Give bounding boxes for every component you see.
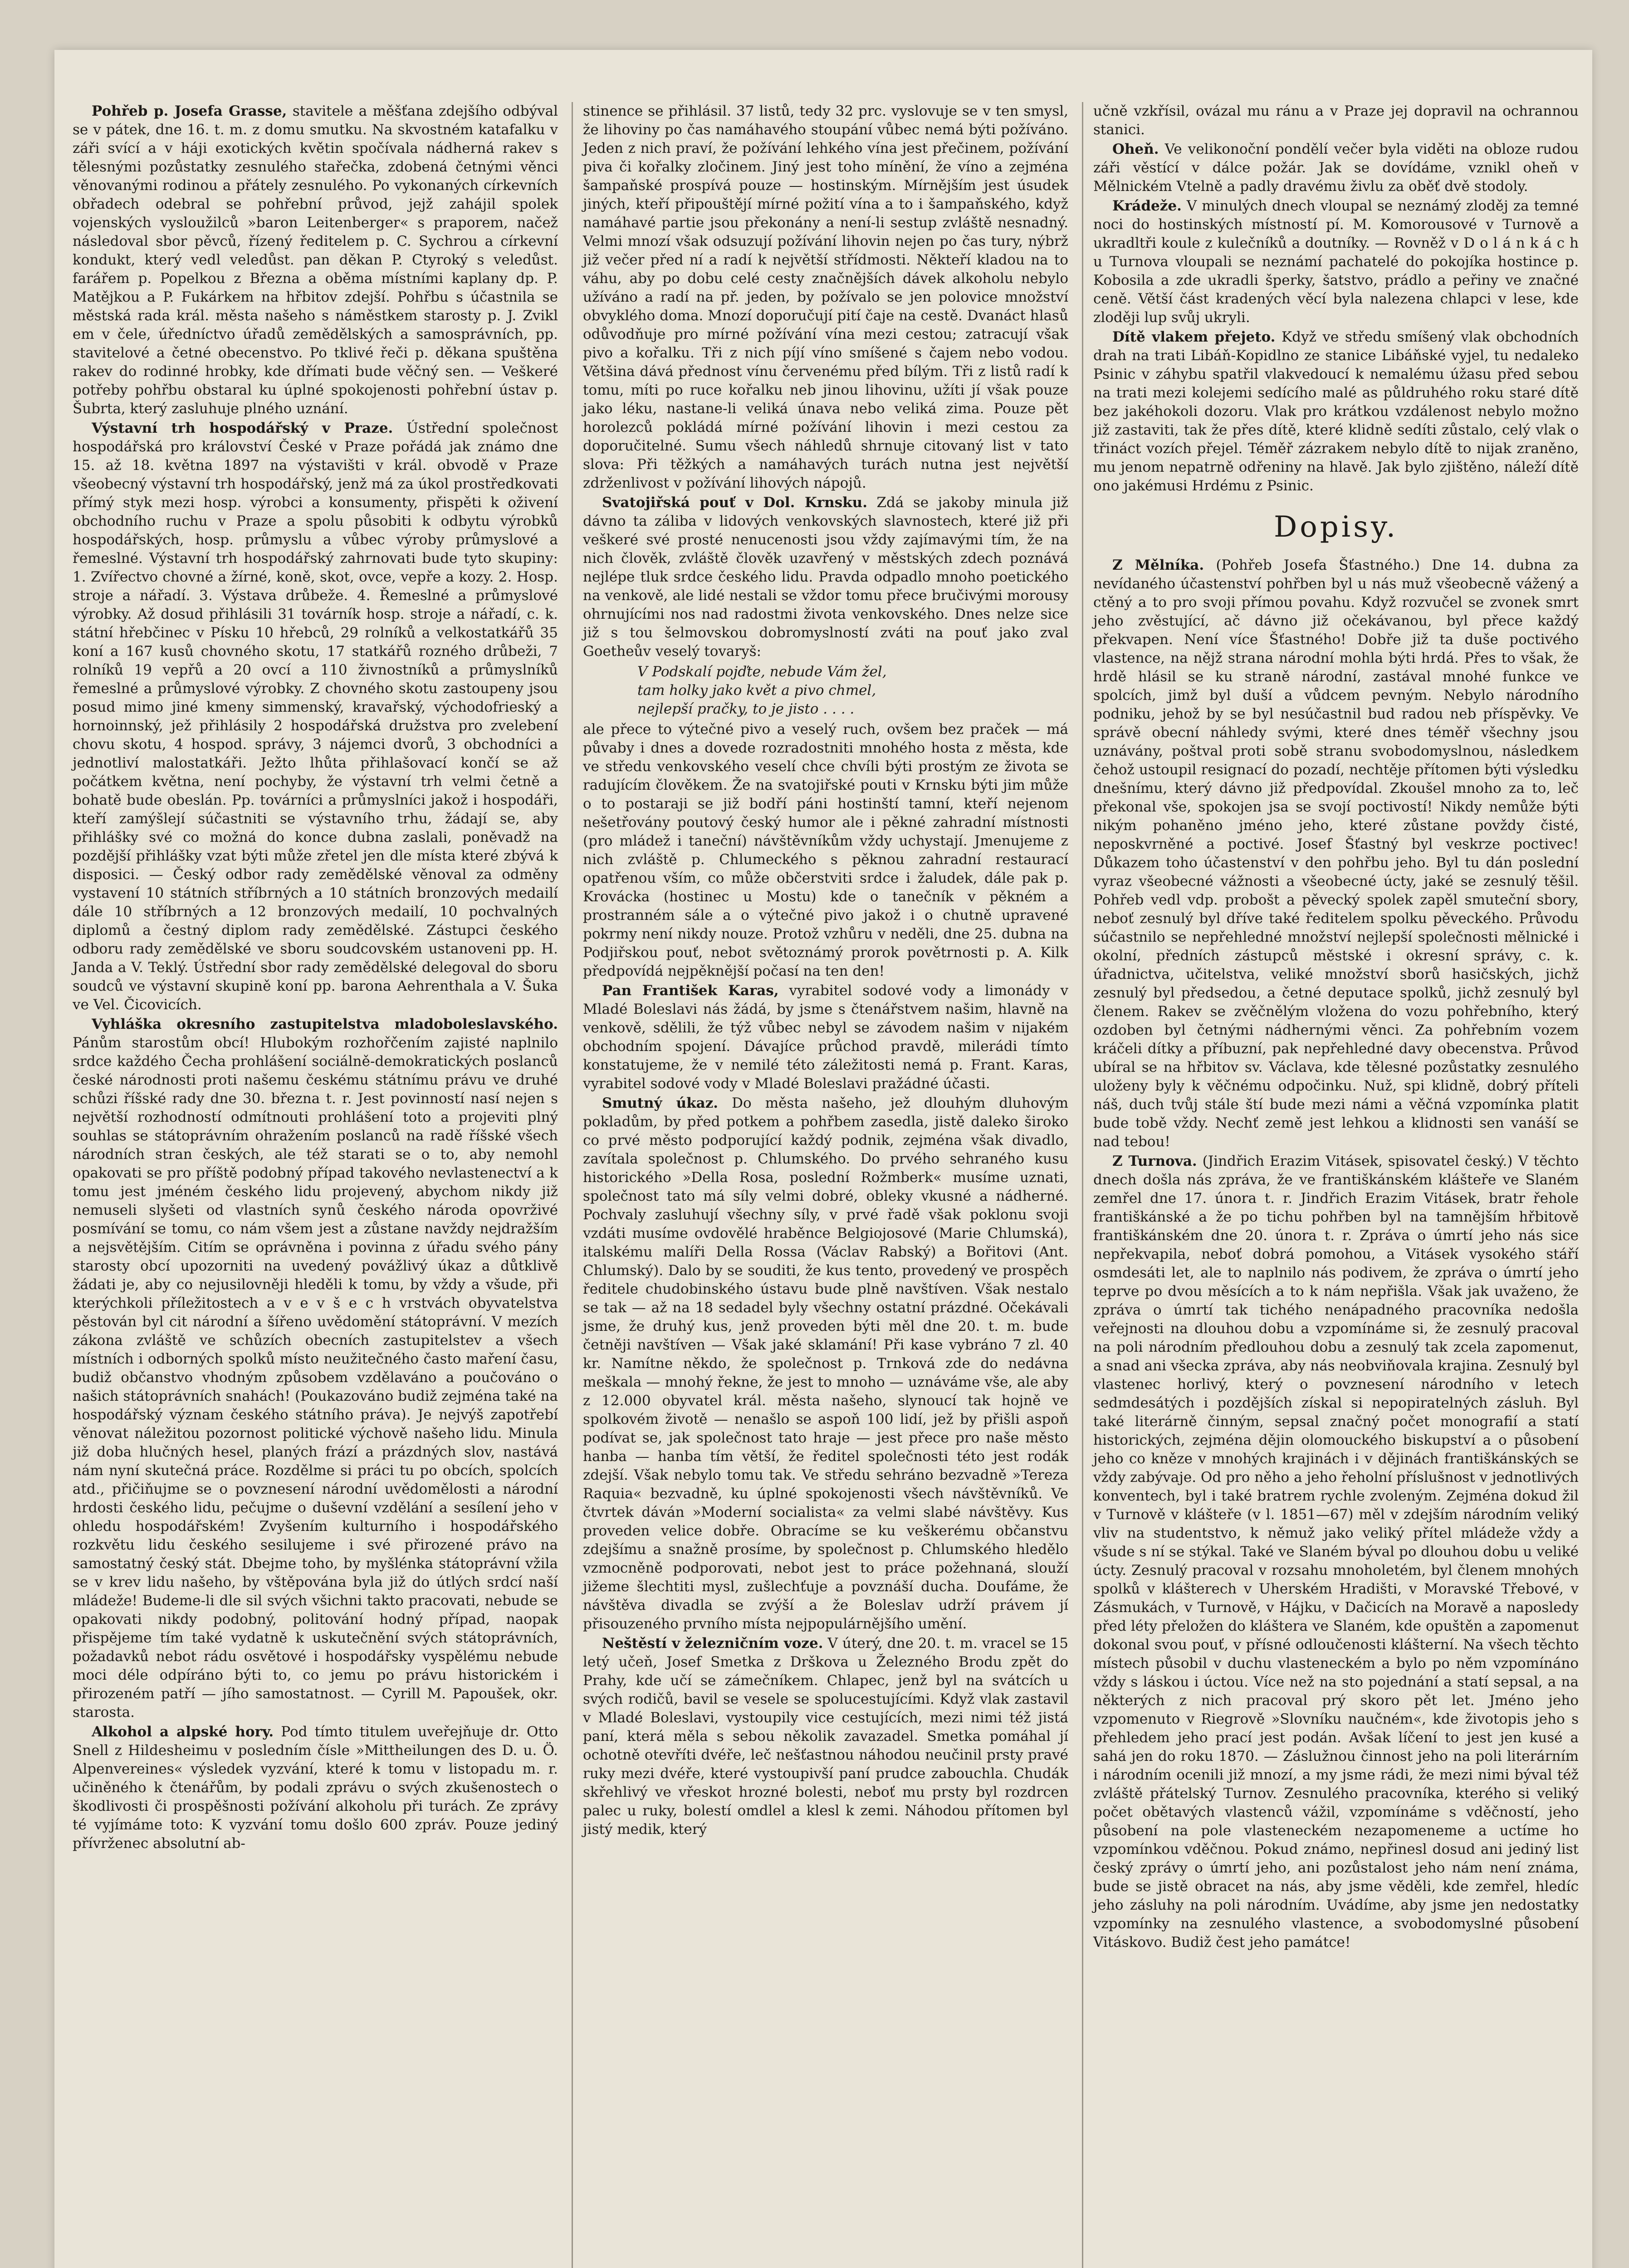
section-heading: Dopisy. [1273, 510, 1399, 544]
column-divider [572, 102, 573, 2268]
article-title: Z Mělníka. [1112, 557, 1204, 573]
article-title: Pan František Karas, [602, 982, 779, 999]
verse-line: tam holky jako květ a pivo chmel, [637, 682, 876, 699]
article-pohreb-grasse [73, 102, 558, 418]
article-title: Pohřeb p. Josefa Grasse, [92, 103, 287, 119]
article-karas [583, 982, 1068, 1093]
article-body: ale přece to výtečné pivo a veselý ruch, ovšem bez praček — má půvaby i dnes a dovede rozradostniti mnohého hosta z města, kde ve středu venkovského veselí chce chvíli býti prostým ze života se radujícím člověkem. Že na svatojiřské pouti v Krnsku býti jim může o to postaraji se již bodří páni hostinští tamní, kteří nejenom nešetřovány poutový český humor ale i pěkné zahradní místnosti (pro mládež i taneční) návštěvníkům vždy uchystají. Jmenujeme z nich zvláště p. Chlumeckého s pěknou zahradní restaurací opatřenou vším, co může občerstviti srdce i žaludek, dále pak p. Krovácka (hostinec u Mostu) kde o tanečník v pěkném a prostranném sále a o výtečné pivo jakož i o chutně upravené pokrmy není nikdy nouze. Protož vzhůru v neděli, dne 25. dubna na Podjiřskou pouť, nebot světoznámý prorok povětrnosti p. A. Kilk předpovídá nejpěknější počasí na ten den! [583, 721, 1068, 979]
column-1 [73, 102, 558, 1854]
article-body: Když ve středu smíšený vlak obchodních drah na trati Libáň-Kopidlno ze stanice Libáňské vyjel, tu nedaleko Psinic v záhybu spatřil vlakvedoucí k nemalému úžasu před sebou na trati mezi kolejemi sedícího malé as půldruhého roku staré dítě bez jakéhokoli dozoru. Vlak pro krátkou vzdálenost nebylo možno již zastaviti, tak že přes dítě, které klidně sedíti zůstalo, celý vlak o třináct vozích přejel. Téměř zázrakem nebylo dítě to nijak zraněno, mu jenom nepatrně odřeniny na hlavě. Jak bylo zjištěno, náleží dítě ono jakémusi Hrdému z Psinic. [1093, 329, 1579, 494]
article-body: Pod tímto titulem uveřejňuje dr. Otto Snell z Hildesheimu v posledním čísle »Mittheilungen des D. u. Ö. Alpenvereines« výsledek vyzvání, které k tomu v listopadu m. r. učiněného k čtenářům, by podali zprávu o svých zkušenostech o škodlivosti či prospěšnosti požívání alkoholu při turách. Ze zprávy té vyjímáme toto: K vyzvání tomu došlo 600 zpráv. Pouze jediný přívrženec absolutní ab- [73, 1724, 558, 1852]
article-title: Vyhláška okresního zastupitelstva mladoboleslavského. [92, 1016, 558, 1032]
article-title: Výstavní trh hospodářský v Praze. [92, 420, 393, 436]
column-2 [583, 102, 1068, 1840]
article-title: Neštěstí v železničním voze. [602, 1635, 823, 1652]
article-alkohol [73, 1723, 558, 1853]
verse-line: nejlepší pračky, to je jisto . . . . [637, 701, 855, 717]
verse-line: V Podskalí pojďte, nebude Vám žel, [637, 664, 887, 680]
article-title: Smutný úkaz. [602, 1095, 719, 1111]
article-title: Alkohol a alpské hory. [92, 1724, 274, 1740]
article-body: Ve velikonoční pondělí večer byla viděti na obloze rudou záři věstící v dálce požár. Jak se dovídáme, vznikl oheň v Mělnickém Vtelně a padly dravému živlu za oběť dvě stodoly. [1093, 141, 1579, 195]
letter-melnik [1093, 556, 1579, 1151]
article-body: Zdá se jakoby minula již dávno ta záliba v lidových venkovských slavnostech, které již při veškeré své prosté nenucenosti jsou vždy zajímavými tím, že na nich člověk, zvláště člověk uzavřený v městských zdech poznává nejlépe tluk srdce českého lidu. Pravda odpadlo mnoho poetického na venkově, ale lidé nestali se vždor tomu přece bručivými morousy ohrnujícími nos nad radostmi života venkovského. Dnes nelze sice již s tou šelmovskou dobromyslností zváti na pouť jako zval Goetheův veselý tovaryš: [583, 494, 1068, 660]
article-nestesti-continued: učně vzkřísil, ovázal mu ránu a v Praze jej dopravil na ochrannou stanici. [1093, 103, 1579, 138]
article-body: vyrabitel sodové vody a limonády v Mladé Boleslavi nás žádá, by jsme s čtenářstvem našim, hlavně na venkově, sdělili, že týž vůbec nebyl se závodem našim v nijakém obchodním spojení. Dávajíce průchod pravdě, milerádi tímto konstatujeme, že v nemilé této záležitosti nemá p. Frant. Karas, vyrabitel sodové vody v Mladé Boleslavi pražádné účasti. [583, 982, 1068, 1092]
article-body: V minulých dnech vloupal se neznámý zloděj za temné noci do hostinských místností pí. M. Komorousové v Turnově a ukradltři koule z kulečníků a doutníky. — Rovněž v D o l á n k á c h u Turnova vloupali se neznámí pachatelé do pokojíka hostince p. Kobosila a zde ukradli šperky, šatstvo, prádlo a peřiny ve značné ceně. Větší část kradených věcí byla nalezena chlapci v lese, kde zloději lup svůj ukryli. [1093, 198, 1579, 326]
article-body: stavitele a měšťana zdejšího odbýval se v pátek, dne 16. t. m. z domu smutku. Na skvostném katafalku v záři svící a v háji exotických květin spočívala nádherná rakev s tělesnými pozůstatky zesnulého stařečka, zdobená četnými věnci věnovanými rodinou a přátely zesnulého. Po vykonaných církevních obřadech odebral se pohřební průvod, jejž zahájil spolek vojenských vysloužilců »baron Leitenberger« s praporem, načež následoval sbor pěvců, řízený ředitelem p. C. Sychrou a církevní kondukt, který vedl veledůst. pan děkan P. Ctyroký s veledůst. farářem p. Popelkou z Března a oběma místními kaplany dp. P. Matějkou a P. Fukárkem na hřbitov zdejší. Pohřbu s účastnila se městská rada král. města našeho s náměstkem starosty p. J. Zvikl em v čele, úředníctvo úřadů zemědělských a samosprávních, pp. stavitelové a četné obecenstvo. Po tklivé řeči p. děkana spuštěna rakev do rodinné hrobky, kde dřímati bude věčný sen. — Veškeré potřeby pohřbu obstaral ku úplné spokojenosti pohřební ústav p. Šubrta, který zasluhuje plného uznání. [73, 103, 558, 417]
article-ohen [1093, 140, 1579, 196]
article-body: Do města našeho, jež dlouhým dluhovým pokladům, by před potkem a pohřbem zasedla, jistě daleko široko co prvé město podporující každý podnik, zejména však divadlo, zavítala společnost p. Chlumského. Do prvého sehraného kusu historického »Della Rosa, poslední Rožmberk« musíme uznati, společnost tato má síly velmi dobré, obleky vkusné a nádherné. Pochvaly zasluhují všechny síly, v prvé řadě však poklonu svoji vzdáti musíme ovdovělé hraběnce Belgiojosové (Marie Chlumská), italskému malíři Della Rossa (Václav Rabský) a Bořitovi (Ant. Chlumský). Dalo by se souditi, že kus tento, provedený ve prospěch ředitele chudobinského ústavu bude plně navštíven. Však nestalo se tak — až na 18 sedadel byly všechny ostatní prázdné. Očekávali jsme, že druhý kus, jenž proveden býti měl dne 20. t. m. bude četněji navštíven — Však jaké sklamání! Při kase vybráno 7 zl. 40 kr. Namítne někdo, že společnost p. Trnková zde do nedávna meškala — mnohý řekne, že jest to mnoho — uznáváme vše, ale aby z 12.000 obyvatel král. města našeho, slynoucí tak hojně ve spolkovém životě — nenašlo se aspoň 100 lidí, jež by přišli aspoň podívat se, jak společnost tato hraje — jest přece pro naše město hanba — hanba tím větší, že ředitel společnosti této jest rodák zdejší. Však nebylo tomu tak. Ve středu sehráno bezvadně »Tereza Raquia« bezvadně, ku úplné spokojenosti všech návštěvníků. Ve čtvrtek dáván »Moderní socialista« za velmi slabé návštěvy. Kus proveden velice dobře. Obracíme se ku veškerému občanstvu zdejšímu a snažně prosíme, by společnost p. Chlumského hledělo vzmocněně podporovati, nebot jest to práce požehnaná, slouží jižeme šlechtiti mysl, zušlechťuje a povznáší ducha. Doufáme, že návštěva divadla se zvýší a že Boleslav udrží právem jí přisouzeného prvního místa nejpopulárnějšího umění. [583, 1095, 1069, 1632]
article-body: V těchto dnech došla nás zpráva, že ve františkánském klášteře ve Slaném zemřel dne 17. února t. r. Jindřich Erazim Vitásek, bratr řehole františkánské a že po tichu pohřben byl na tamnějším hřbitově františkánském dne 20. února t. r. Zpráva o úmrtí jeho nás sice nepřekvapila, neboť dobrá pomohou, a Vitásek vysokého stáří osmdesáti let, ale to naplnilo nás podivem, že zpráva o úmrtí jeho teprve po dvou měsících a to k nám nepřišla. Však jak uvaženo, že zpráva o úmrtí tak tichého nenápadného pracovníka nedošla veřejnosti na dlouhou dobu a vzpomínáme si, že zesnulý pracoval na poli národním předlouhou dobu a zesnulý tak zcela zapomenut, a snad ani všecka zpráva, aby nás neobviňovala krajina. Zesnulý byl vlastenec horlivý, který o povznesení národního v letech sedmdesátých i pozdějších získal si nepopiratelných zásluh. Byl také literárně činným, sepsal značný počet monografií a statí historických, zejména dějin olomouckého biskupství a o působení jeho co kněze v mnohých krajinách i v dějinách františkánských se vždy zabývaje. Od pro něho a jeho řeholní příslušnost v jednotlivých konventech, byl i také bratrem rychle zvoleným. Zejména dokud žil v Turnově v klášteře (v l. 1851—67) měl v zdejším národním veliký vliv na studentstvo, k němuž jako veliký přítel mládeže vždy a všude s ní se stýkal. Také ve Slaném býval po dlouhou dobu u veliké úcty. Zesnulý pracoval v rozsahu mnoholetém, byl členem mnohých spolků v klášterech v Uherském Hradišti, v Moravské Třebové, v Zásmukách, v Turnově, v Hájku, v Dačicích na Moravě a naposledy před léty přeložen do kláštera ve Slaném, kde opuštěn a zapomenut dokonal svou pouť, v přísné odloučenosti klášterní. Na všech těchto místech působil v duchu vlasteneckém a bylo po něm vzpomínáno vždy s láskou i úctou. Více než na sto pojednání a statí sepsal, a na některých z nich pracoval prý skoro pět let. Jméno jeho vzpomenuto v Riegrově »Slovníku naučném«, kde životopis jeho s přehledem jeho prací jest podán. Avšak líčení to jest jen kusé a sahá jen do roku 1870. — Záslužnou činnost jeho na poli literárním i národním ocenili již mnozí, a my jsme rádi, že mezi nimi býval též zvláště přátelský Turnov. Zesnulého pracovníka, kterého si veliký počet obětavých vlastenců vážil, vzpomínáme s vděčností, jeho působení na pole vlasteneckém nezapomeneme a uctíme ho vzpomínkou vděčnou. Pokud známo, nepřinesl dosud ani jediný list český zprávy o úmrtí jeho, ani pozůstalost jeho nám není známa, bude se jistě obracet na nás, aby jsme věděli, kde zemřel, hledíc jeho zásluhy na poli národním. Uvádíme, aby jsme jen nedostatky vzpomínky na zesnulého vlastence, a svobodomyslné působení Vitáskovo. Budiž čest jeho památce! [1093, 1153, 1579, 1950]
column-divider [1082, 102, 1083, 2268]
article-title: Svatojiřská pouť v Dol. Krnsku. [602, 494, 867, 511]
article-title: Oheň. [1112, 141, 1159, 157]
article-body: V úterý, dne 20. t. m. vracel se 15 letý učeň, Josef Smetka z Drškova u Železného Brodu zpět do Prahy, kde učí se zámečníkem. Chlapec, jenž byl na svátcích u svých rodičů, bavil se vesele se spolucestujícími. Když vlak zastavil v Mladé Boleslavi, vystoupily vice cestujících, mezi nimi též jistá paní, která měla s sebou několik zavazadel. Smetka pomáhal jí ochotně otevříti dvéře, leč nešťastnou náhodou neučinil prsty pravé ruky mezi dvéře, které vystoupivší paní prudce zabouchla. Chudák skřehlivý ve vřeskot hrozné bolesti, neboť mu prsty byl rozdrcen palec u ruky, bolestí omdlel a klesl k zemi. Náhodou přítomen byl jistý medik, který [583, 1635, 1068, 1838]
article-subtitle: (Pohřeb Josefa Šťastného.) [1216, 557, 1420, 573]
column-3 [1093, 102, 1579, 1953]
article-subtitle: (Jindřich Erazim Vitásek, spisovatel český.) [1202, 1153, 1513, 1169]
verse-quote [637, 663, 1068, 719]
article-title: Z Turnova. [1112, 1153, 1197, 1169]
article-dite-vlakem [1093, 328, 1579, 495]
article-title: Dítě vlakem přejeto. [1112, 329, 1276, 345]
article-alkohol-continued: stinence se přihlásil. 37 listů, tedy 32 prc. vyslovuje se v ten smysl, že lihoviny po čas namáhavého stoupání vůbec nemá býti požíváno. Jeden z nich praví, že požívání lehkého vína jest přečinem, požívání piva či kořalky zločinem. Jiný jest toho mínění, že víno a zejména šampaňské prospívá pouze — hostinským. Mírnějším jest úsudek jiných, kteří připouštějí mírné požití vína a to i šampaňského, když namáhavé partie jsou překonány a není-li sestup zvláště nesnadný. Velmi mnozí však odsuzují požívání lihovin nejen po čas tury, nýbrž již večer před ní a radí k největší střídmosti. Někteří kladou na to váhu, aby po dobu celé cesty značnějších dávek alkoholu nebylo užíváno a radí na př. jeden, by požívalo se jen polovice množství obvyklého doma. Mnozí doporučují pití čaje na cestě. Dvanáct hlasů odůvodňuje pro mírné požívání vína mezi cestou; zatracují však pivo a kořalku. Tři z nich píjí víno smíšené s čajem nebo vodou. Většina dává přednost vínu červenému před bílým. Tři z listů radí k tomu, míti po ruce kořalku neb jinou lihovinu, užíti jí však pouze jako léku, nastane-li veliká únava nebo veliká zima. Pouze pět horolezců pokládá mírné požívání lihovin i mezi cestou za doporučitelné. Sumu všech náhledů shrnuje citovaný list v tato slova: Při těžkých a namáhavých turách nutna jest největší zdrženlivost v požívání lihových nápojů. [583, 103, 1068, 491]
article-vystavni-trh [73, 419, 558, 1014]
article-svatojirska-pout [583, 494, 1068, 661]
article-nestesti [583, 1634, 1068, 1839]
newspaper-page [54, 50, 1592, 2268]
article-title: Krádeže. [1112, 198, 1182, 214]
article-smutny-ukaz [583, 1094, 1068, 1633]
article-body: Pánům starostům obcí! Hlubokým rozhořčením zajisté naplnilo srdce každého Čecha prohlášení sociálně-demokratických poslanců české národnosti proti našemu českému státnímu právu ve druhé schůzi říšské rady dne 30. března t. r. Jest povinností nasí nejen s největší rozhodností odmítnouti prohlášení toto a projeviti plný souhlas se státoprávním ohražením poslanců na radě říšské všech národních stran českých, ale též starati se o to, aby nemohl opakovati se pro příště podobný případ takového nevlastenectví a k tomu jest jméném českého lidu projevený, abychom nikdy již nemuseli slyšeti od vlastních synů českého národa opovrživé posmívání se tomu, co nám všem jest a zůstane navždy nejdražším a nejsvětějším. Citím se oprávněna i povinna z úřadu svého pány starosty obcí upozorniti na uvedený povážlivý úkaz a důtklivě žádati je, aby co nejusilovněji hleděli k tomu, by vždy a všude, při kterýchkoli příležitostech a v e v š e c h vrstvách obyvatelstva pěstován byl cit národní a šířeno uvědomění státoprávní. V mezích zákona zvláště ve schůzích obecních zastupitelstev a všech místních i odborných spolků místo neužitečného často maření času, budiž občanstvo vhodným způsobem vzdělaváno a poučováno o našich státoprávních snahách! (Poukazováno budiž zejména také na hospodářský význam českého státního práva). Je nejvýš zapotřebí věnovat náležitou pozornost politické výchově našeho lidu. Minula již doba hlučných hesel, planých frází a prázdných slov, nastává nám nyní skutečná práce. Rozdělme si práci tu po obcích, spolcích atd., přičiňujme se o povznesení národní uvědomělosti a národní hrdosti českého lidu, pečujme o duševní vzdělání a sesílení jeho v ohledu hospodářském! Zvyšením kulturního i hospodářského rozkvětu lidu českého sesilujeme i své přirozené právo na samostatný český stát. Dbejme toho, by myšlénka státoprávní vžila se v krev lidu našeho, by vštěpována byla již do útlých srdcí naší mládeže! Budeme-li dle sil svých všichni takto pracovati, nebude se opakovati nikdy podobný, politování hodný případ, naopak přispějeme tím také vydatně k uskutečnění svých státoprávních, požadavků nebot rádu osvětové i hospodářsky vyspělému nebude moci déle odpíráno býti to, co jemu po právu historickém i přirozeném patří — jího samostatnost. — Cyrill M. Papoušek, okr. starosta. [73, 1035, 558, 1721]
letter-turnov [1093, 1152, 1579, 1952]
article-kradeze [1093, 197, 1579, 327]
article-body: Ústřední společnost hospodářská pro království České v Praze pořádá jak známo dne 15. až 18. května 1897 na výstavišti v král. obvodě v Praze všeobecný výstavní trh hospodářský, jenž má za úkol prostředkovati přímý styk mezi hosp. výrobci a konsumenty, přispěti k oživení obchodního ruchu v Praze a spolu působiti k odbytu výrobků hospodářských, hosp. průmyslu a vůbec výroby průmyslové a řemeslné. Výstavní trh hospodářský zahrnovati bude tyto skupiny: 1. Zvířectvo chovné a žírné, koně, skot, ovce, vepře a kozy. 2. Hosp. stroje a nářadí. 3. Výstava drůbeže. 4. Řemeslné a průmyslové výrobky. Až dosud přihlásili 31 továrník hosp. stroje a nářadí, c. k. státní hřebčinec v Písku 10 hřebců, 29 rolníků a velkostatkářů 35 koní a 167 kusů chovného skotu, 17 statkářů rozného drůbeži, 7 rolníků 19 vepřů a 20 ovcí a 110 živnostníků a průmyslníků řemeslné a průmyslové výrobky. Z chovného skotu zastoupeny jsou posud mimo jiné kmeny simmenský, kravařský, východofrieský a hornoinnský, jež přihlásily 2 hospodářská družstva pro zvelebení chovu skotu, 4 hospod. správy, 3 nájemci dvorů, 3 obchodníci a jednotliví malostatkáři. Ježto lhůta přihlašovací končí se až počátkem května, není pochyby, že výstavní trh velmi četně a bohatě bude obeslán. Pp. továrníci a průmyslníci jakož i hospodáři, kteří zamýšlejí súčastniti se výstavního trhu, žádají se, aby přihlášky své co možná do konce dubna zaslali, poněvadž na pozdější přihlášky vzat býti může zřetel jen dle místa které zbývá k disposici. — Český odbor rady zemědělské věnoval za odměny vystavení 10 státních stříbrných a 10 státních bronzových medailí dále 10 stříbrných a 12 bronzových medailí, 10 pochvalných diplomů a čestný diplom rady zemědělské. Zástupci českého odboru rady zemědělské ve sboru soudcovském ustanoveni pp. H. Janda a V. Teklý. Ústřední sbor rady zemědělské delegoval do sboru soudců ve výstavní skupině koní pp. barona Aehrenthala a V. Šuka ve Vel. Čicovicích. [73, 420, 558, 1013]
article-vyhlaska [73, 1015, 558, 1722]
article-body: Dne 14. dubna za nevídaného účastenství pohřben byl u nás muž všeobecně vážený a ctěný a to pro svoji přímou povahu. Když rozvučel se zvonek smrt jeho zvěstující, ač dávno již očekávanou, byl přece každý překvapen. Není více Šťastného! Dobře již ta duše poctivého vlastence, na nějž strana národní mohla býti hrdá. Přes to však, že hrdě hlásil se ku straně národní, zastával mnohé funkce ve spolcích, jimž byl duší a vůdcem pevným. Nebylo národního podniku, jehož by se byl nesúčastnil bud radou neb příspěvky. Ve správě obecní náhledy svými, které dnes téměř všechny jsou uznávány, poštval proti sobě stranu svobodomyslnou, následkem čehož ustoupil resignací do pozadí, nechtěje přítomen býti výsledku dnešnímu, který dávno již předpovídal. Zkoušel mnoho za to, leč překonal vše, spokojen jsa se svojí poctivostí! Nikdy nemůže býti nikým pohaněno jméno jeho, které zůstane povždy čisté, neposkvrněné a poctivé. Josef Šťastný byl veskrze poctivec! Důkazem toho účastenství v den pohřbu jeho. Byl tu dán poslední vyraz všeobecné vážnosti a všeobecné úcty, jaké se zesnulý těšil. Pohřeb vedl vdp. probošt a pěvecký spolek zapěl smuteční sbory, neboť zesnulý byl dříve také ředitelem spolku pěveckého. Průvodu súčastnilo se nepřehledné množství nejlepší společnosti mělnické i okolní, předních zástupců městské i okresní správy, c. k. úřadnictva, učitelstva, veliké množství sborů hasičských, jichž zesnulý byl předsedou, a četné deputace spolků, jichž zesnulý byl členem. Rakev se zvěčnělým vložena do vozu pohřebního, který ozdoben byl četnými nádhernými věnci. Za pohřebním vozem kráčeli dítky a příbuzní, pak nepřehledné davy obecenstva. Průvod ubíral se na hřbitov sv. Václava, kde tělesné pozůstatky zesnulého uloženy byly k věčnému odpočinku. Nuž, spi klidně, dobrý příteli náš, duch tvůj stále ští bude mezi námi a věčná vzpomínka platit bude tobě vždy. Nechť země jest lehkou a klidnosti sen vanáší se nad tebou! [1093, 557, 1579, 1150]
